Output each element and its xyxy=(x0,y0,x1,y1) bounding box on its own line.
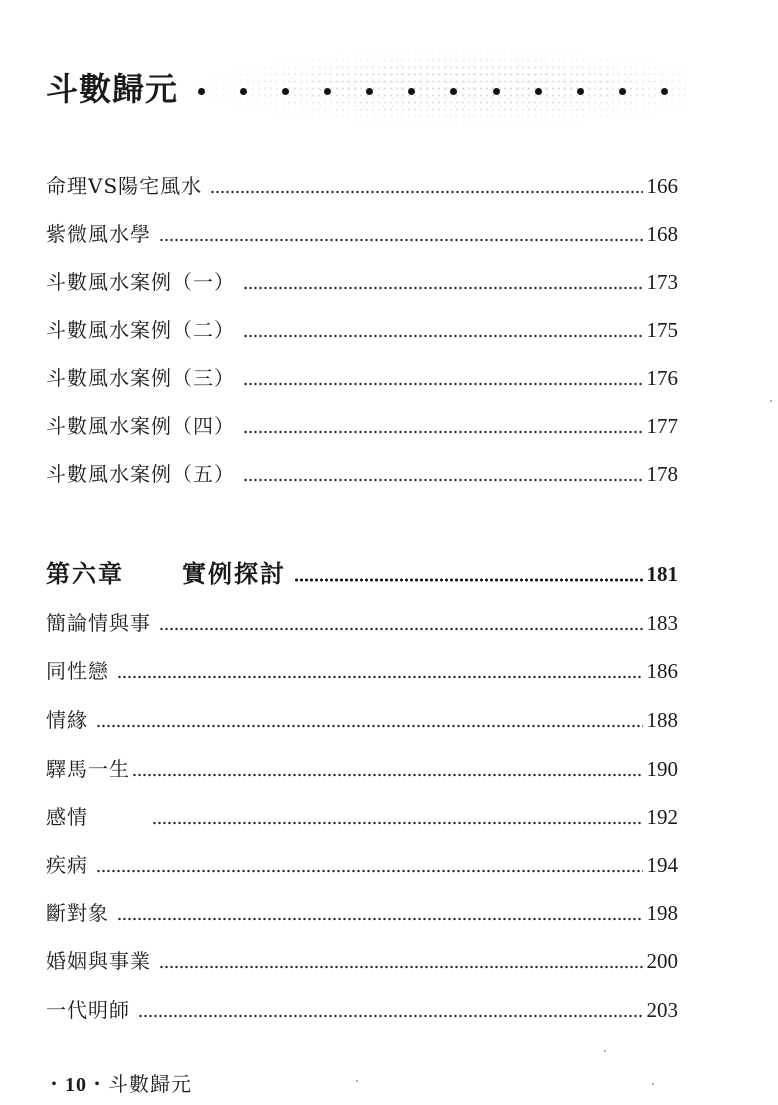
toc-entry-page: 188 xyxy=(646,708,678,732)
toc-entry-page: 173 xyxy=(646,270,678,294)
toc-entry-title: 斗數風水案例（四） xyxy=(46,414,235,438)
dot-leader xyxy=(243,334,643,338)
header-dot xyxy=(493,88,500,95)
dot-leader xyxy=(138,1014,643,1018)
chapter-number: 第六章 xyxy=(46,559,124,588)
toc-entry-page: 178 xyxy=(646,462,678,486)
toc-entry-page: 194 xyxy=(646,853,678,877)
dot-leader xyxy=(132,773,643,777)
header-dot xyxy=(619,88,626,95)
header-dot xyxy=(366,88,373,95)
toc-entry-title: 一代明師 xyxy=(46,998,130,1022)
toc-entry-title: 疾病 xyxy=(46,853,88,877)
dot-leader xyxy=(159,627,643,631)
toc-entry-page: 176 xyxy=(646,366,678,390)
toc-entry-title: 斷對象 xyxy=(46,901,109,925)
header-book-title: 斗數歸元 xyxy=(46,70,179,108)
toc-entry xyxy=(46,170,678,200)
toc-entry-title: 斗數風水案例（三） xyxy=(46,366,235,390)
toc-entry xyxy=(46,753,678,783)
toc-entry xyxy=(46,607,678,637)
header-dot xyxy=(282,88,289,95)
header-dot xyxy=(661,88,668,95)
toc-entry-page: 177 xyxy=(646,414,678,438)
dot-leader xyxy=(243,478,643,482)
toc-entry-page: 175 xyxy=(646,318,678,342)
toc-entry-page: 198 xyxy=(646,901,678,925)
toc-entry-title: 驛馬一生 xyxy=(46,757,130,781)
toc-entry-page: 168 xyxy=(646,222,678,246)
dot-leader xyxy=(243,430,643,434)
toc-entry xyxy=(46,945,678,975)
toc-entry-page: 190 xyxy=(646,757,678,781)
toc-entry-title: 斗數風水案例（一） xyxy=(46,270,235,294)
dot-leader xyxy=(243,286,643,290)
toc-entry xyxy=(46,897,678,927)
toc-entry xyxy=(46,314,678,344)
dot-leader xyxy=(117,917,643,921)
dot-leader xyxy=(294,578,643,582)
toc-entry-title: 斗數風水案例（五） xyxy=(46,462,235,486)
toc-entry xyxy=(46,704,678,734)
header-dot xyxy=(324,88,331,95)
toc-entry-page: 186 xyxy=(646,659,678,683)
dot-leader xyxy=(96,724,643,728)
scan-speck xyxy=(604,1050,606,1052)
scan-speck xyxy=(652,1083,654,1085)
toc-entry-title: 情緣 xyxy=(46,708,88,732)
scan-speck xyxy=(770,400,772,402)
dot-leader xyxy=(159,965,643,969)
toc-entry xyxy=(46,458,678,488)
toc-entry-title: 簡論情與事 xyxy=(46,611,151,635)
toc-entry xyxy=(46,362,678,392)
toc-entry-title: 紫微風水學 xyxy=(46,222,151,246)
toc-entry-title: 婚姻與事業 xyxy=(46,949,151,973)
footer-bullet: ・ xyxy=(44,1072,65,1096)
toc-entry-title: 感情 xyxy=(46,805,88,829)
scan-speck xyxy=(356,1080,358,1082)
toc-entry-title: 命理VS陽宅風水 xyxy=(46,174,203,198)
toc-entry xyxy=(46,218,678,248)
dot-leader xyxy=(243,382,643,386)
header-dot xyxy=(450,88,457,95)
toc-entry-page: 200 xyxy=(646,949,678,973)
dot-leader xyxy=(159,238,643,242)
running-header xyxy=(46,58,676,118)
header-dot xyxy=(535,88,542,95)
toc-entry xyxy=(46,994,678,1024)
header-dot xyxy=(408,88,415,95)
toc-entry-page: 192 xyxy=(646,805,678,829)
header-dot xyxy=(240,88,247,95)
dot-leader xyxy=(152,821,643,825)
footer-bullet: ・ xyxy=(87,1072,108,1096)
footer-page-number: 10 xyxy=(65,1074,87,1096)
dot-leader xyxy=(210,190,642,194)
chapter-page: 181 xyxy=(646,562,678,586)
header-dot xyxy=(577,88,584,95)
dot-leader xyxy=(117,675,643,679)
toc-entry xyxy=(46,410,678,440)
toc-entry-title: 斗數風水案例（二） xyxy=(46,318,235,342)
toc-entry xyxy=(46,655,678,685)
header-dot xyxy=(198,88,205,95)
chapter-heading xyxy=(46,558,678,588)
toc-entry-page: 183 xyxy=(646,611,678,635)
toc-entry xyxy=(46,266,678,296)
toc-entry xyxy=(46,801,678,831)
dot-leader xyxy=(96,869,643,873)
toc-entry-page: 203 xyxy=(646,998,678,1022)
header-dot-ornament xyxy=(198,84,668,98)
toc-entry-page: 166 xyxy=(646,174,678,198)
footer-book-title: 斗數歸元 xyxy=(108,1072,192,1096)
chapter-title: 實例探討 xyxy=(182,559,286,588)
page-footer xyxy=(44,1068,192,1097)
toc-entry-title: 同性戀 xyxy=(46,659,109,683)
toc-entry xyxy=(46,849,678,879)
